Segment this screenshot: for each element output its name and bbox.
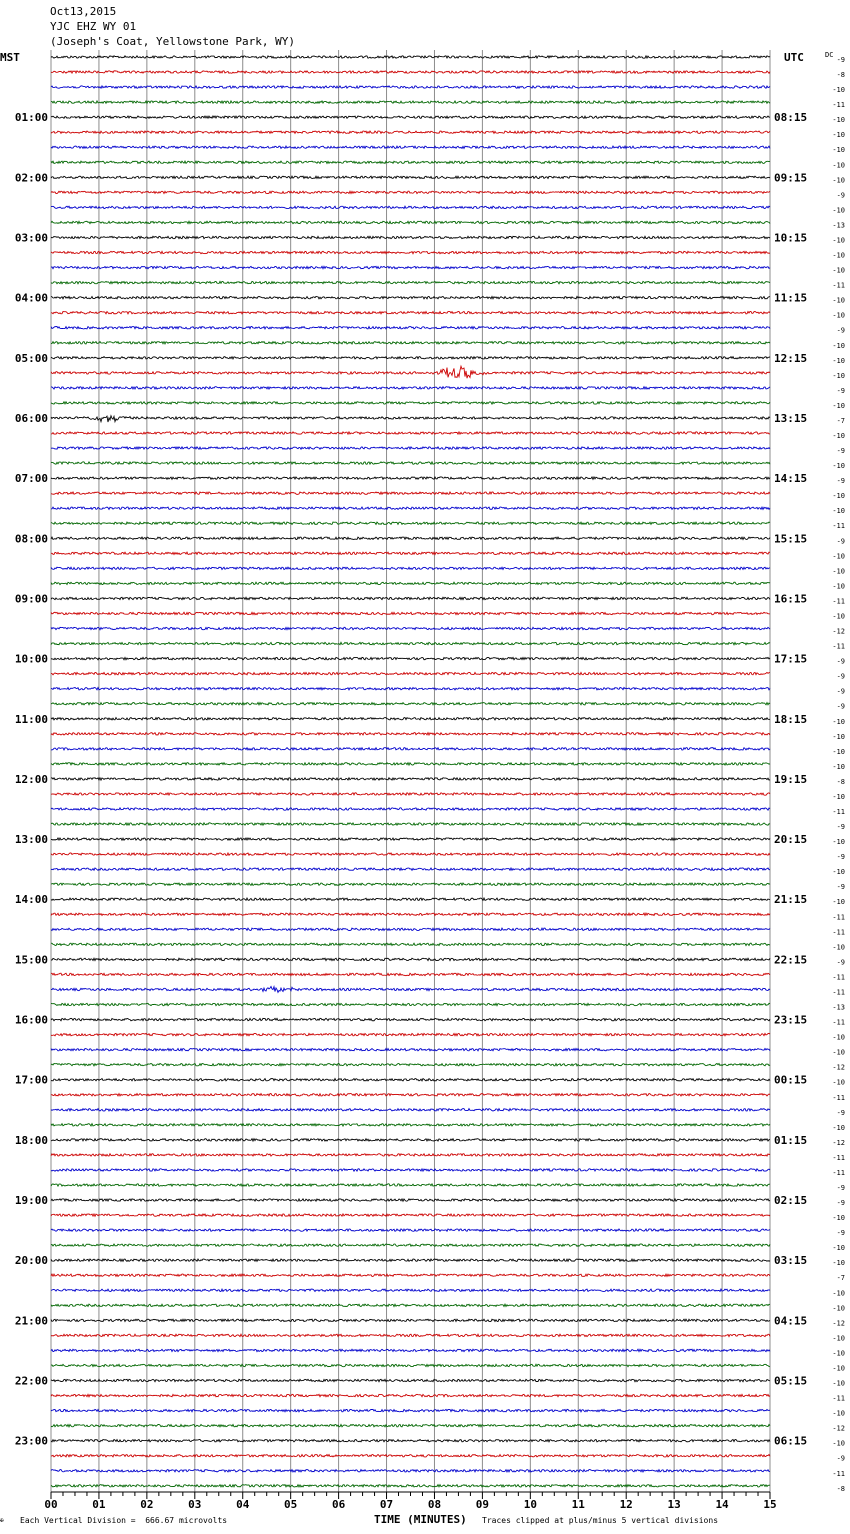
trace-row (51, 1485, 770, 1487)
trace-row (51, 1079, 770, 1081)
utc-hour-label: 04:15 (774, 1314, 808, 1328)
mst-hour-label: 20:00 (14, 1254, 48, 1268)
dc-offset-label: -10 (832, 1259, 845, 1268)
dc-offset-label: -9 (836, 823, 845, 832)
trace-row (51, 748, 770, 750)
trace-row (51, 1424, 770, 1426)
mst-hour-label: 05:00 (14, 351, 48, 365)
dc-offset-label: -10 (832, 462, 845, 471)
trace-row (51, 567, 770, 569)
trace-row (51, 432, 770, 434)
trace-row (51, 366, 770, 378)
dc-offset-label: -10 (832, 1304, 845, 1313)
trace-row (51, 1184, 770, 1186)
mst-hour-label: 10:00 (14, 652, 48, 666)
trace-row (51, 86, 770, 88)
trace-row (51, 928, 770, 930)
dc-offset-label: -10 (832, 792, 845, 801)
dc-offset-label: -11 (832, 988, 845, 997)
trace-row (51, 251, 770, 253)
trace-row (51, 537, 770, 539)
x-tick-label: 08 (427, 1498, 442, 1511)
trace-row (51, 853, 770, 855)
utc-hour-label: 09:15 (774, 171, 808, 185)
x-tick-label: 10 (523, 1498, 537, 1511)
dc-offset-label: -9 (836, 326, 845, 335)
trace-row (51, 1244, 770, 1246)
mst-hour-label: 16:00 (14, 1013, 48, 1027)
trace-row (51, 1364, 770, 1366)
mst-hour-label: 13:00 (14, 833, 48, 847)
dc-offset-label: -9 (836, 191, 845, 200)
trace-row (51, 281, 770, 283)
trace-row (51, 1139, 770, 1141)
dc-offset-label: -9 (836, 537, 845, 546)
utc-hour-label: 03:15 (774, 1254, 808, 1268)
x-tick-label: 09 (475, 1498, 490, 1511)
trace-row (51, 1470, 770, 1472)
trace-row (51, 131, 770, 133)
trace-row (51, 898, 770, 900)
utc-hour-label: 00:15 (774, 1073, 808, 1087)
mst-hour-label: 15:00 (14, 953, 48, 967)
utc-hour-label: 13:15 (774, 411, 808, 425)
dc-offset-label: -10 (832, 161, 845, 170)
dc-offset-label: -10 (832, 943, 845, 952)
dc-offset-label: -11 (832, 973, 845, 982)
dc-offset-label: -10 (832, 1439, 845, 1448)
utc-hour-label: 23:15 (774, 1013, 808, 1027)
dc-offset-label: -10 (832, 762, 845, 771)
dc-offset-label: -10 (832, 131, 845, 140)
mst-hour-label: 18:00 (14, 1133, 48, 1147)
dc-offset-label: -11 (832, 913, 845, 922)
dc-offset-label: -10 (832, 747, 845, 756)
trace-row (51, 311, 770, 313)
dc-offset-label: -11 (832, 642, 845, 651)
trace-row (51, 733, 770, 735)
mst-hour-label: 06:00 (14, 411, 48, 425)
dc-offset-label: -10 (832, 838, 845, 847)
dc-offset-label: -9 (836, 1229, 845, 1238)
corner-mark: ✠ (0, 1517, 4, 1524)
dc-offset-label: -10 (832, 266, 845, 275)
dc-offset-label: -8 (836, 1484, 845, 1493)
trace-row (51, 552, 770, 554)
mst-hour-label: 01:00 (14, 111, 48, 125)
dc-offset-label: -10 (832, 311, 845, 320)
dc-offset-label: -10 (832, 206, 845, 215)
trace-row (51, 1409, 770, 1411)
trace-row (51, 582, 770, 584)
trace-row (51, 221, 770, 223)
trace-row (51, 627, 770, 629)
clip-note: Traces clipped at plus/minus 5 vertical divisions (482, 1516, 719, 1525)
dc-offset-label: -11 (832, 101, 845, 110)
mst-hour-label: 02:00 (14, 171, 48, 185)
trace-row (51, 116, 770, 118)
x-tick-label: 14 (715, 1498, 729, 1511)
dc-offset-label: -10 (832, 492, 845, 501)
dc-offset-label: -10 (832, 341, 845, 350)
dc-offset-label: -10 (832, 1379, 845, 1388)
dc-offset-label: -9 (836, 657, 845, 666)
record-date: Oct13,2015 (50, 5, 117, 18)
dc-offset-label: -9 (836, 56, 845, 64)
trace-row (51, 342, 770, 344)
mst-hour-label: 12:00 (14, 772, 48, 786)
seismic-traces (51, 56, 770, 1487)
footer (0, 1513, 850, 1533)
trace-row (51, 838, 770, 840)
dc-offset-label: -9 (836, 1454, 845, 1463)
utc-hour-label: 14:15 (774, 472, 808, 486)
dc-offset-label: -8 (836, 71, 845, 80)
dc-offset-label: -13 (832, 1003, 845, 1012)
dc-offset-label: -10 (832, 401, 845, 410)
trace-row (51, 763, 770, 765)
mst-hour-label: 08:00 (14, 532, 48, 546)
trace-row (51, 71, 770, 73)
x-tick-label: 03 (188, 1498, 202, 1511)
trace-row (51, 986, 770, 992)
dc-offset-label: -10 (832, 1048, 845, 1057)
dc-offset-label: -9 (836, 1199, 845, 1208)
trace-row (51, 161, 770, 163)
dc-offset-label: -9 (836, 687, 845, 696)
trace-row (51, 402, 770, 404)
dc-offset-label: -10 (832, 582, 845, 591)
trace-row (51, 1439, 770, 1441)
dc-offset-label: -11 (832, 1153, 845, 1162)
dc-offset-label: -11 (832, 281, 845, 290)
x-tick-label: 12 (619, 1498, 633, 1511)
trace-row (51, 357, 770, 359)
dc-offset-label: -11 (832, 1093, 845, 1102)
trace-row (51, 176, 770, 178)
dc-offset-label: -9 (836, 702, 845, 711)
trace-row (51, 1063, 770, 1065)
trace-row (51, 56, 770, 58)
utc-hour-label: 16:15 (774, 592, 808, 606)
trace-row (51, 1229, 770, 1231)
utc-hour-label: 22:15 (774, 953, 808, 967)
dc-offset-label: -11 (832, 928, 845, 937)
trace-row (51, 808, 770, 810)
x-tick-label: 01 (92, 1498, 106, 1511)
trace-row (51, 958, 770, 960)
dc-offset-label: -11 (832, 522, 845, 531)
dc-offset-label: -10 (832, 1349, 845, 1358)
dc-offset-label: -9 (836, 447, 845, 456)
trace-row (51, 206, 770, 208)
trace-row (51, 1349, 770, 1351)
dc-offset-label: -10 (832, 612, 845, 621)
trace-row (51, 1289, 770, 1291)
x-tick-label: 04 (236, 1498, 250, 1511)
trace-row (51, 1274, 770, 1276)
utc-hour-label: 11:15 (774, 291, 808, 305)
dc-offset-label: -10 (832, 552, 845, 561)
trace-row (51, 1259, 770, 1261)
dc-offset-label: -7 (836, 1274, 845, 1283)
trace-row (51, 973, 770, 975)
dc-offset-label: -11 (832, 1469, 845, 1478)
dc-offset-label: -10 (832, 86, 845, 95)
trace-row (51, 1033, 770, 1035)
station-location: (Joseph's Coat, Yellowstone Park, WY) (50, 35, 296, 48)
trace-row (51, 1199, 770, 1201)
utc-label: UTC (784, 51, 804, 64)
mst-hour-label: 19:00 (14, 1194, 48, 1208)
trace-row (51, 657, 770, 659)
trace-row (51, 823, 770, 825)
x-tick-label: 00 (44, 1498, 58, 1511)
dc-offset-label: -11 (832, 1018, 845, 1027)
trace-row (51, 101, 770, 103)
trace-row (51, 1018, 770, 1020)
utc-hour-label: 06:15 (774, 1434, 808, 1448)
dc-offset-label: -10 (832, 868, 845, 877)
mst-hour-label: 04:00 (14, 291, 48, 305)
dc-offset-label: -9 (836, 386, 845, 395)
trace-row (51, 597, 770, 599)
trace-row (51, 447, 770, 449)
utc-hour-label: 21:15 (774, 893, 808, 907)
mst-hour-label: 09:00 (14, 592, 48, 606)
trace-row (51, 416, 770, 422)
mst-hour-label: 03:00 (14, 231, 48, 245)
trace-row (51, 1379, 770, 1381)
mst-label: MST (0, 51, 20, 64)
dc-offset-label: -9 (836, 1108, 845, 1117)
dc-offset-label: -9 (836, 958, 845, 967)
dc-offset-label: -11 (832, 808, 845, 816)
trace-row (51, 1109, 770, 1111)
utc-hour-label: 15:15 (774, 532, 808, 546)
trace-row (51, 883, 770, 885)
trace-row (51, 327, 770, 329)
trace-row (51, 793, 770, 795)
mst-hour-label: 21:00 (14, 1314, 48, 1328)
dc-offset-label: -10 (832, 1078, 845, 1087)
mst-hour-label: 17:00 (14, 1073, 48, 1087)
trace-row (51, 522, 770, 524)
dc-offset-label: -10 (832, 732, 845, 741)
dc-offset-label: -9 (836, 672, 845, 681)
dc-offset-label: -12 (832, 627, 845, 636)
trace-row (51, 462, 770, 464)
dc-offset-label: -8 (836, 777, 845, 786)
trace-row (51, 1094, 770, 1096)
dc-offset-label: -10 (832, 1033, 845, 1042)
trace-row (51, 191, 770, 193)
dc-offset-label: -10 (832, 432, 845, 440)
dc-offset-label: -12 (832, 1424, 845, 1433)
trace-row (51, 687, 770, 689)
dc-offset-label: -10 (832, 116, 845, 125)
utc-hour-label: 12:15 (774, 351, 808, 365)
trace-row (51, 296, 770, 298)
dc-offset-label: -12 (832, 1063, 845, 1072)
utc-hour-label: 10:15 (774, 231, 808, 245)
trace-row (51, 477, 770, 479)
mst-hour-label: 22:00 (14, 1374, 48, 1388)
dc-offset-label: -7 (836, 416, 845, 425)
trace-row (51, 1304, 770, 1306)
dc-offset-label: -10 (832, 1334, 845, 1343)
trace-row (51, 1169, 770, 1171)
dc-offset-label: -11 (832, 1168, 845, 1177)
trace-row (51, 507, 770, 509)
dc-offset-label: -10 (832, 1123, 845, 1132)
dc-offset-label: -9 (836, 853, 845, 862)
dc-offset-label: -10 (832, 567, 845, 576)
trace-row (51, 778, 770, 780)
dc-offset-label: -13 (832, 221, 845, 230)
dc-offset-label: -10 (832, 236, 845, 245)
utc-hour-label: 05:15 (774, 1374, 808, 1388)
dc-offset-label: -12 (832, 1138, 845, 1147)
trace-row (51, 1048, 770, 1050)
mst-hour-label: 14:00 (14, 893, 48, 907)
dc-offset-label: -10 (832, 251, 845, 260)
dc-offset-label: -10 (832, 1289, 845, 1298)
dc-offset-label: -10 (832, 1244, 845, 1253)
trace-row (51, 387, 770, 389)
trace-row (51, 1124, 770, 1126)
dc-offset-label: -10 (832, 1364, 845, 1373)
dc-offset-label: -10 (832, 717, 845, 726)
trace-row (51, 266, 770, 268)
x-tick-label: 02 (140, 1498, 154, 1511)
dc-offset-label: -12 (832, 1319, 845, 1328)
trace-row (51, 703, 770, 705)
dc-offset-label: -11 (832, 597, 845, 606)
x-tick-label: 11 (571, 1498, 585, 1511)
x-tick-label: 07 (379, 1498, 394, 1511)
trace-row (51, 1003, 770, 1005)
x-tick-label: 15 (763, 1498, 777, 1511)
utc-hour-label: 01:15 (774, 1133, 808, 1147)
dc-offset-label: -9 (836, 1184, 845, 1192)
x-tick-label: 05 (284, 1498, 298, 1511)
dc-offset-label: -10 (832, 898, 845, 907)
dc-offset-label: -10 (832, 371, 845, 380)
station-code: YJC EHZ WY 01 (50, 20, 137, 33)
x-axis-label: TIME (MINUTES) (374, 1513, 467, 1526)
dc-offset-label: -9 (836, 477, 845, 486)
trace-row (51, 492, 770, 494)
trace-row (51, 672, 770, 674)
mst-hour-label: 23:00 (14, 1434, 48, 1448)
trace-row (51, 1214, 770, 1216)
utc-hour-label: 08:15 (774, 111, 808, 125)
dc-offset-label: -9 (836, 883, 845, 892)
trace-row (51, 1334, 770, 1336)
dc-offset-label: -10 (832, 176, 845, 185)
trace-row (51, 146, 770, 148)
scale-note: Each Vertical Division = 666.67 microvolts (20, 1516, 228, 1525)
trace-row (51, 913, 770, 915)
trace-row (51, 236, 770, 238)
trace-row (51, 642, 770, 644)
dc-offset-label: -10 (832, 507, 845, 516)
mst-hour-label: 07:00 (14, 472, 48, 486)
trace-row (51, 1394, 770, 1396)
x-tick-label: 06 (331, 1498, 346, 1511)
utc-hour-label: 19:15 (774, 772, 808, 786)
trace-row (51, 943, 770, 945)
mst-hour-label: 11:00 (14, 712, 48, 726)
utc-hour-label: 18:15 (774, 712, 808, 726)
dc-offset-label: -10 (832, 296, 845, 305)
x-tick-label: 13 (667, 1498, 681, 1511)
trace-row (51, 1319, 770, 1321)
dc-offset-label: -10 (832, 146, 845, 155)
utc-hour-label: 17:15 (774, 652, 808, 666)
dc-offset-label: -10 (832, 1409, 845, 1418)
trace-row (51, 1455, 770, 1457)
time-axis (44, 1492, 776, 1511)
utc-hour-label: 02:15 (774, 1194, 808, 1208)
dc-offset-label: -11 (832, 1394, 845, 1403)
trace-row (51, 1154, 770, 1156)
dc-offset-label: -10 (832, 356, 845, 365)
trace-row (51, 718, 770, 720)
utc-hour-label: 20:15 (774, 833, 808, 847)
trace-row (51, 868, 770, 870)
dc-offset-label: -10 (832, 1214, 845, 1223)
dc-label: DC (825, 51, 834, 59)
trace-row (51, 612, 770, 614)
